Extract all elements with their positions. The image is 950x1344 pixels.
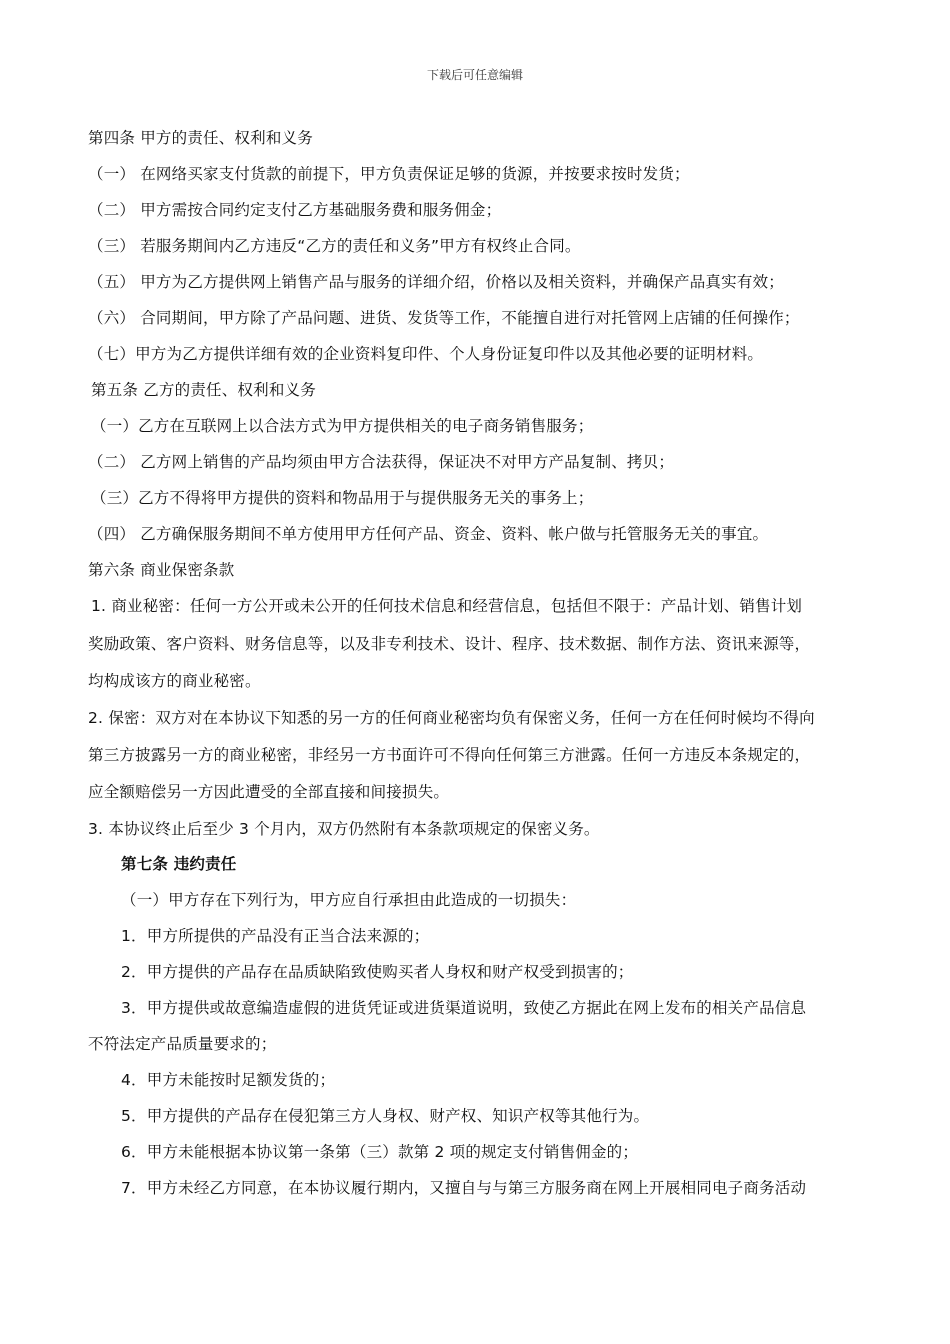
text-line: （四） 乙方确保服务期间不单方使用甲方任何产品、资金、资料、帐户做与托管服务无关的事宜。 <box>88 525 769 543</box>
text-line: 7．甲方未经乙方同意，在本协议履行期内，又擅自与与第三方服务商在网上开展相同电子商务活动 <box>121 1179 807 1197</box>
text-line: （六） 合同期间，甲方除了产品问题、进货、发货等工作，不能擅自进行对托管网上店铺的任何操作； <box>88 309 800 327</box>
text-line: 4．甲方未能按时足额发货的； <box>121 1071 336 1089</box>
text-line: 应全额赔偿另一方因此遭受的全部直接和间接损失。 <box>88 783 450 801</box>
text-line: 1．甲方所提供的产品没有正当合法来源的； <box>121 927 430 945</box>
text-line: （三）乙方不得将甲方提供的资料和物品用于与提供服务无关的事务上； <box>91 489 594 507</box>
text-line: （七）甲方为乙方提供详细有效的企业资料复印件、个人身份证复印件以及其他必要的证明材料。 <box>88 345 764 363</box>
text-line: （三） 若服务期间内乙方违反“乙方的责任和义务”甲方有权终止合同。 <box>88 237 581 255</box>
text-line: 3．甲方提供或故意编造虚假的进货凭证或进货渠道说明，致使乙方据此在网上发布的相关产品信息 <box>121 999 807 1017</box>
text-line: 1. 商业秘密：任何一方公开或未公开的任何技术信息和经营信息，包括但不限于：产品计划、销售计划 <box>91 597 803 615</box>
text-line: （一）甲方存在下列行为，甲方应自行承担由此造成的一切损失： <box>121 891 577 909</box>
text-line: （一）乙方在互联网上以合法方式为甲方提供相关的电子商务销售服务； <box>91 417 594 435</box>
text-line: 第五条 乙方的责任、权利和义务 <box>91 381 316 399</box>
text-line: 5．甲方提供的产品存在侵犯第三方人身权、财产权、知识产权等其他行为。 <box>121 1107 650 1125</box>
text-line: 第三方披露另一方的商业秘密，非经另一方书面许可不得向任何第三方泄露。任何一方违反本条规定的， <box>88 746 811 764</box>
text-line: 奖励政策、客户资料、财务信息等，以及非专利技术、设计、程序、技术数据、制作方法、资讯来源等， <box>88 635 811 653</box>
text-line: 均构成该方的商业秘密。 <box>88 672 261 690</box>
section-heading: 第七条 违约责任 <box>121 855 237 873</box>
page-header: 下载后可任意编辑 <box>426 68 523 82</box>
text-line: （一） 在网络买家支付货款的前提下，甲方负责保证足够的货源，并按要求按时发货； <box>88 165 690 183</box>
text-line: （二） 甲方需按合同约定支付乙方基础服务费和服务佣金； <box>88 201 502 219</box>
text-line: （五） 甲方为乙方提供网上销售产品与服务的详细介绍，价格以及相关资料，并确保产品真实有效； <box>88 273 784 291</box>
text-line: 第四条 甲方的责任、权利和义务 <box>88 129 313 147</box>
text-line: 不符法定产品质量要求的； <box>88 1035 277 1053</box>
text-line: 6．甲方未能根据本协议第一条第（三）款第 2 项的规定支付销售佣金的； <box>121 1143 639 1161</box>
text-line: （二） 乙方网上销售的产品均须由甲方合法获得，保证决不对甲方产品复制、拷贝； <box>88 453 675 471</box>
text-line: 2．甲方提供的产品存在品质缺陷致使购买者人身权和财产权受到损害的； <box>121 963 634 981</box>
text-line: 2. 保密：双方对在本协议下知悉的另一方的任何商业秘密均负有保密义务，任何一方在任何时候均不得向 <box>88 709 815 727</box>
text-line: 第六条 商业保密条款 <box>88 561 235 579</box>
text-line: 3. 本协议终止后至少 3 个月内，双方仍然附有本条款项规定的保密义务。 <box>88 820 600 838</box>
